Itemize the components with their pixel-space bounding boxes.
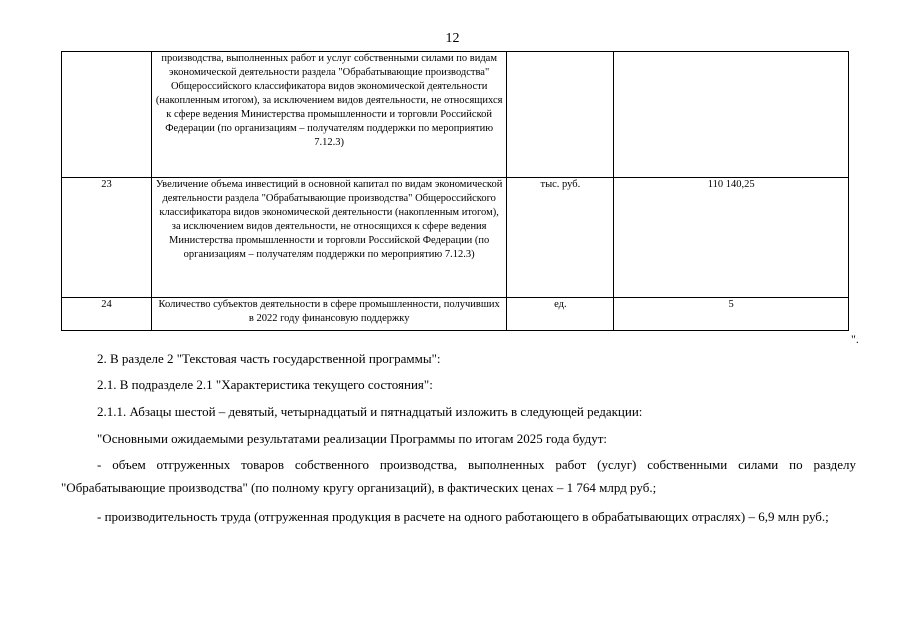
indicators-table [61,51,849,331]
table-row [62,52,849,178]
indicator-name-cell: производства, выполненных работ и услуг собственными силами по видам экономической деятельности раздела "Обрабатывающие производства" Общероссийского классификатора видов экономической деятельности (накопленным итогом), за исключением видов деятельности, не относящихся к сфере ведения Министерства промышленности и торговли Российской Федерации (по организациям – получателям поддержки по мероприятию 7.12.3) [151,52,507,178]
paragraph-shipment-volume: - объем отгруженных товаров собственного производства, выполненных работ (услуг) собственными силами по разделу "Обрабатывающие производства" (по полному кругу организаций), в фактических ценах – 1 764 млрд руб.; [61,457,856,495]
value-cell: 110 140,25 [614,178,849,298]
indicator-name-cell: Увеличение объема инвестиций в основной капитал по видам экономической деятельности раздела "Обрабатывающие производства" Общероссийского классификатора видов экономической деятельности (накопленным итогом), за исключением видов деятельности, не относящихся к сфере ведения Министерства промышленности и торговли Российской Федерации (по организациям – получателям поддержки по мероприятию 7.12.3) [151,178,507,298]
paragraph-results-intro: "Основными ожидаемыми результатами реализации Программы по итогам 2025 года будут: [97,431,607,446]
unit-cell [507,52,614,178]
paragraph-section-2: 2. В разделе 2 "Текстовая часть государственной программы": [97,351,441,366]
table-row [62,178,849,298]
page-number: 12 [445,31,460,46]
paragraph-labor-productivity: - производительность труда (отгруженная продукция в расчете на одного работающего в обрабатывающих отраслях) – 6,9 млн руб.; [97,509,829,524]
row-number-cell [62,52,152,178]
unit-cell: ед. [507,298,614,331]
paragraph-item-2-1-1: 2.1.1. Абзацы шестой – девятый, четырнадцатый и пятнадцатый изложить в следующей редакции: [97,404,643,419]
table-row [62,298,849,331]
unit-cell: тыс. руб. [507,178,614,298]
value-cell [614,52,849,178]
closing-quote: ". [851,332,859,346]
value-cell: 5 [614,298,849,331]
row-number-cell: 24 [62,298,152,331]
paragraph-subsection-2-1: 2.1. В подразделе 2.1 "Характеристика текущего состояния": [97,377,433,392]
indicator-name-cell: Количество субъектов деятельности в сфере промышленности, получивших в 2022 году финансовую поддержку [151,298,507,331]
row-number-cell: 23 [62,178,152,298]
